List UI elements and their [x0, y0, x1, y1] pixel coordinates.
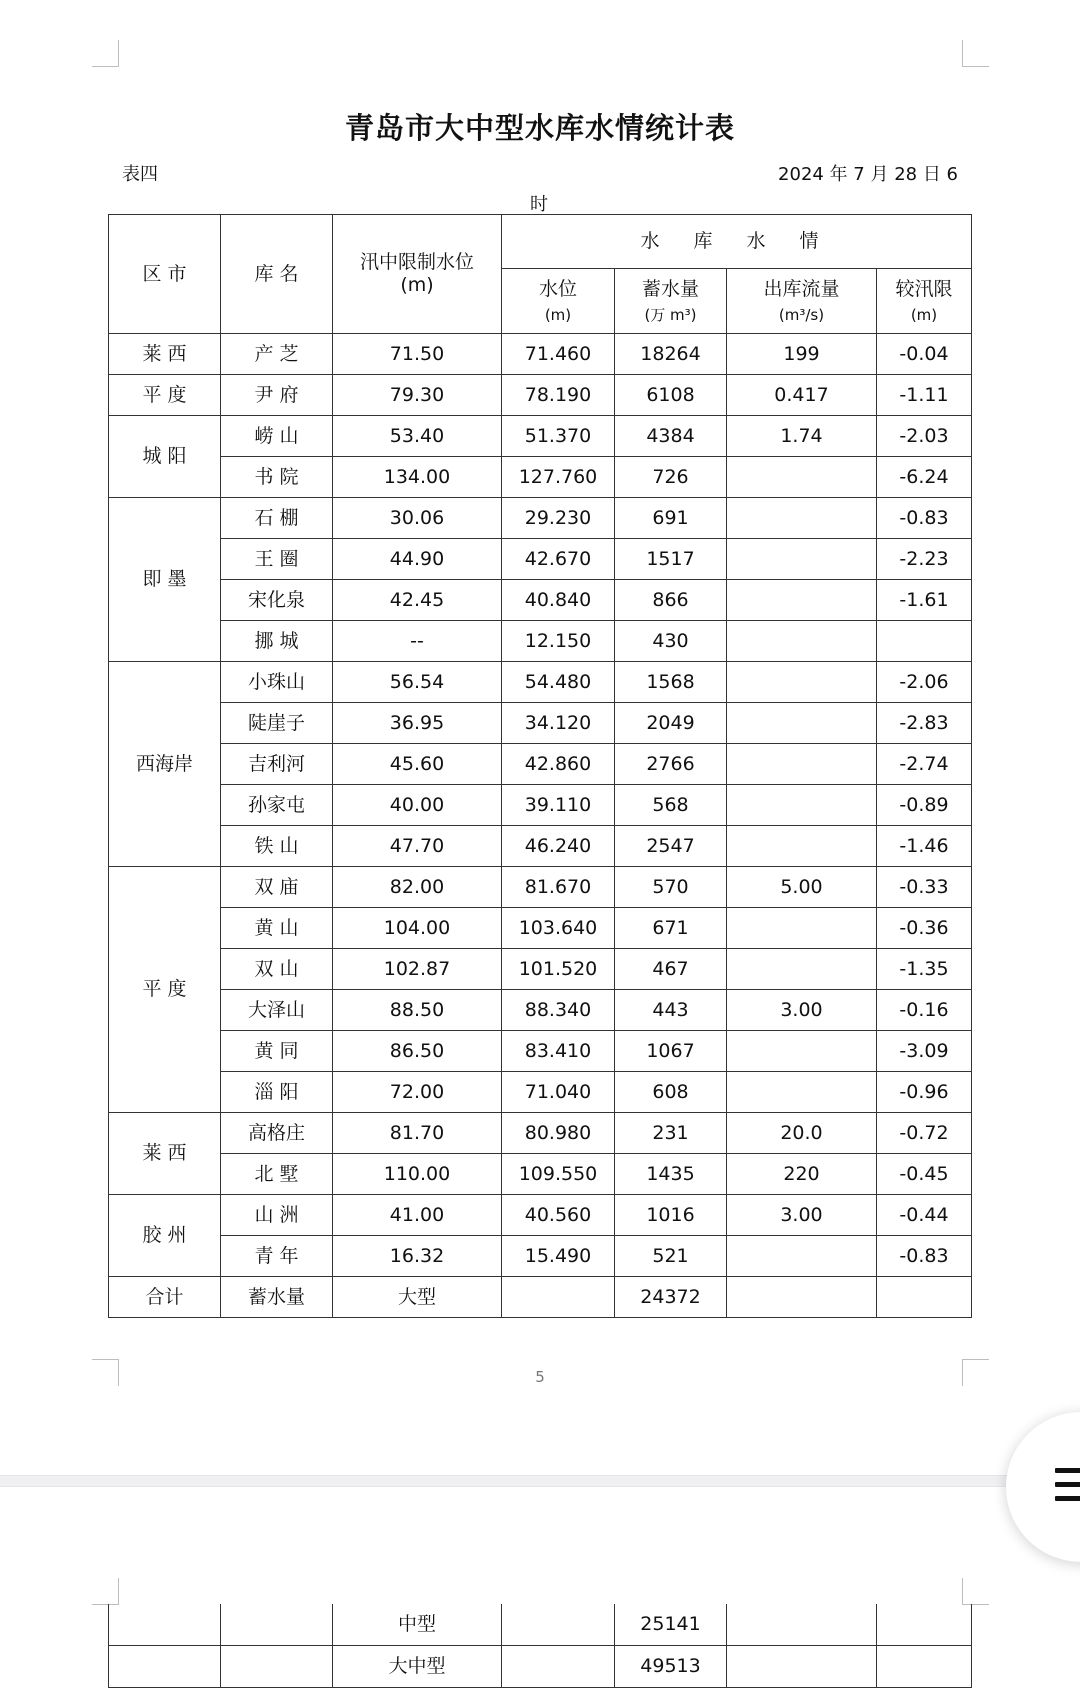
reservoir-name-cell: 石 棚 [221, 498, 333, 539]
flood-limit-cell: 82.00 [333, 867, 502, 908]
district-cell: 莱 西 [109, 334, 221, 375]
reservoir-name-cell: 北 墅 [221, 1154, 333, 1195]
vs-limit-cell: -0.83 [877, 498, 972, 539]
flood-limit-cell: 86.50 [333, 1031, 502, 1072]
district-cell: 城 阳 [109, 416, 221, 498]
total-type-cell: 中型 [333, 1604, 502, 1646]
vs-limit-cell: -1.46 [877, 826, 972, 867]
report-date-continued: 时 [530, 194, 548, 215]
outflow-cell: 20.0 [727, 1113, 877, 1154]
district-cell: 平 度 [109, 867, 221, 1113]
water-level-cell: 15.490 [502, 1236, 615, 1277]
water-level-cell: 42.860 [502, 744, 615, 785]
vs-limit-cell: -2.06 [877, 662, 972, 703]
table-row [109, 826, 972, 867]
reservoir-name-cell: 孙家屯 [221, 785, 333, 826]
flood-limit-cell: 72.00 [333, 1072, 502, 1113]
flood-limit-cell: 88.50 [333, 990, 502, 1031]
storage-cell: 1016 [615, 1195, 727, 1236]
vs-limit-cell: -1.61 [877, 580, 972, 621]
total-empty-cell [727, 1604, 877, 1646]
flood-limit-cell: 40.00 [333, 785, 502, 826]
header-outflow: 出库流量 (m³/s) [727, 269, 877, 334]
table-row [109, 908, 972, 949]
reservoir-name-cell: 双 庙 [221, 867, 333, 908]
water-level-cell: 83.410 [502, 1031, 615, 1072]
outflow-cell: 3.00 [727, 1195, 877, 1236]
table-row [109, 662, 972, 703]
reservoir-name-cell: 山 洲 [221, 1195, 333, 1236]
vs-limit-cell: -0.44 [877, 1195, 972, 1236]
reservoir-name-cell: 王 圈 [221, 539, 333, 580]
outflow-cell [727, 826, 877, 867]
outflow-cell [727, 1236, 877, 1277]
flood-limit-cell: 104.00 [333, 908, 502, 949]
header-reservoir: 库 名 [221, 215, 333, 334]
flood-limit-cell: 42.45 [333, 580, 502, 621]
storage-cell: 866 [615, 580, 727, 621]
outflow-cell [727, 949, 877, 990]
total-row [109, 1646, 972, 1688]
storage-cell: 4384 [615, 416, 727, 457]
table-row [109, 1195, 972, 1236]
total-empty-cell [502, 1277, 615, 1318]
page-number: 5 [535, 1368, 545, 1386]
crop-mark-top-left [92, 40, 119, 67]
water-level-cell: 101.520 [502, 949, 615, 990]
outflow-cell: 220 [727, 1154, 877, 1195]
outflow-cell [727, 1072, 877, 1113]
table-row [109, 539, 972, 580]
storage-cell: 2547 [615, 826, 727, 867]
vs-limit-cell: -2.74 [877, 744, 972, 785]
table-row [109, 1031, 972, 1072]
reservoir-table-continued [108, 1604, 972, 1688]
total-empty-cell [502, 1604, 615, 1646]
water-level-cell: 78.190 [502, 375, 615, 416]
outflow-cell [727, 908, 877, 949]
document-title: 青岛市大中型水库水情统计表 [344, 111, 735, 145]
crop-mark-top-right [962, 40, 989, 67]
table-label: 表四 [122, 164, 158, 185]
water-level-cell: 71.040 [502, 1072, 615, 1113]
water-level-cell: 51.370 [502, 416, 615, 457]
water-level-cell: 103.640 [502, 908, 615, 949]
total-row [109, 1277, 972, 1318]
outflow-cell: 0.417 [727, 375, 877, 416]
outflow-cell [727, 744, 877, 785]
vs-limit-cell: -0.45 [877, 1154, 972, 1195]
total-empty-cell [877, 1604, 972, 1646]
outflow-cell: 199 [727, 334, 877, 375]
storage-cell: 430 [615, 621, 727, 662]
reservoir-name-cell: 高格庄 [221, 1113, 333, 1154]
total-category-cell [221, 1646, 333, 1688]
total-storage-cell: 49513 [615, 1646, 727, 1688]
menu-icon[interactable] [1055, 1468, 1080, 1502]
storage-cell: 568 [615, 785, 727, 826]
reservoir-name-cell: 陡崖子 [221, 703, 333, 744]
flood-limit-cell: 36.95 [333, 703, 502, 744]
district-cell: 莱 西 [109, 1113, 221, 1195]
water-level-cell: 40.560 [502, 1195, 615, 1236]
total-label-cell [109, 1604, 221, 1646]
reservoir-name-cell: 宋化泉 [221, 580, 333, 621]
storage-cell: 467 [615, 949, 727, 990]
reservoir-name-cell: 尹 府 [221, 375, 333, 416]
table-row [109, 1154, 972, 1195]
vs-limit-cell: -2.23 [877, 539, 972, 580]
table-row [109, 744, 972, 785]
total-storage-cell: 24372 [615, 1277, 727, 1318]
report-date: 2024 年 7 月 28 日 6 [778, 164, 958, 185]
reservoir-name-cell: 青 年 [221, 1236, 333, 1277]
crop-mark-top-right [962, 1578, 989, 1605]
outflow-cell [727, 703, 877, 744]
water-level-cell: 42.670 [502, 539, 615, 580]
outflow-cell: 3.00 [727, 990, 877, 1031]
storage-cell: 1517 [615, 539, 727, 580]
reservoir-name-cell: 铁 山 [221, 826, 333, 867]
vs-limit-cell: -0.16 [877, 990, 972, 1031]
vs-limit-cell: -1.35 [877, 949, 972, 990]
reservoir-name-cell: 吉利河 [221, 744, 333, 785]
reservoir-name-cell: 挪 城 [221, 621, 333, 662]
water-level-cell: 81.670 [502, 867, 615, 908]
outflow-cell [727, 498, 877, 539]
water-level-cell: 12.150 [502, 621, 615, 662]
storage-cell: 521 [615, 1236, 727, 1277]
reservoir-name-cell: 黄 同 [221, 1031, 333, 1072]
total-empty-cell [502, 1646, 615, 1688]
storage-cell: 570 [615, 867, 727, 908]
total-label-cell [109, 1646, 221, 1688]
vs-limit-cell: -0.89 [877, 785, 972, 826]
flood-limit-cell: 102.87 [333, 949, 502, 990]
vs-limit-cell: -0.96 [877, 1072, 972, 1113]
vs-limit-cell: -2.03 [877, 416, 972, 457]
vs-limit-cell: -0.83 [877, 1236, 972, 1277]
storage-cell: 18264 [615, 334, 727, 375]
total-type-cell: 大中型 [333, 1646, 502, 1688]
storage-cell: 1067 [615, 1031, 727, 1072]
reservoir-name-cell: 淄 阳 [221, 1072, 333, 1113]
outflow-cell [727, 1031, 877, 1072]
outflow-cell [727, 621, 877, 662]
flood-limit-cell: 30.06 [333, 498, 502, 539]
outflow-cell: 1.74 [727, 416, 877, 457]
reservoir-table [108, 214, 972, 1318]
table-row [109, 1113, 972, 1154]
district-cell: 平 度 [109, 375, 221, 416]
table-row [109, 334, 972, 375]
outflow-cell [727, 580, 877, 621]
total-type-cell: 大型 [333, 1277, 502, 1318]
table-row [109, 785, 972, 826]
storage-cell: 691 [615, 498, 727, 539]
vs-limit-cell [877, 621, 972, 662]
water-level-cell: 127.760 [502, 457, 615, 498]
water-level-cell: 80.980 [502, 1113, 615, 1154]
reservoir-name-cell: 书 院 [221, 457, 333, 498]
storage-cell: 671 [615, 908, 727, 949]
flood-limit-cell: 44.90 [333, 539, 502, 580]
flood-limit-cell: 41.00 [333, 1195, 502, 1236]
water-level-cell: 39.110 [502, 785, 615, 826]
table-row [109, 621, 972, 662]
total-category-cell: 蓄水量 [221, 1277, 333, 1318]
flood-limit-cell: 45.60 [333, 744, 502, 785]
table-row [109, 498, 972, 539]
storage-cell: 231 [615, 1113, 727, 1154]
reservoir-name-cell: 黄 山 [221, 908, 333, 949]
page-separator [0, 1475, 1080, 1487]
storage-cell: 2049 [615, 703, 727, 744]
total-row [109, 1604, 972, 1646]
district-cell: 胶 州 [109, 1195, 221, 1277]
reservoir-name-cell: 大泽山 [221, 990, 333, 1031]
flood-limit-cell: 53.40 [333, 416, 502, 457]
vs-limit-cell: -0.36 [877, 908, 972, 949]
table-row [109, 580, 972, 621]
vs-limit-cell: -6.24 [877, 457, 972, 498]
district-cell: 西海岸 [109, 662, 221, 867]
header-district: 区 市 [109, 215, 221, 334]
storage-cell: 1568 [615, 662, 727, 703]
header-reservoir-status: 水 库 水 情 [502, 215, 972, 269]
flood-limit-cell: 47.70 [333, 826, 502, 867]
reservoir-name-cell: 小珠山 [221, 662, 333, 703]
water-level-cell: 34.120 [502, 703, 615, 744]
storage-cell: 6108 [615, 375, 727, 416]
water-level-cell: 109.550 [502, 1154, 615, 1195]
storage-cell: 608 [615, 1072, 727, 1113]
reservoir-name-cell: 产 芝 [221, 334, 333, 375]
outflow-cell [727, 457, 877, 498]
outflow-cell: 5.00 [727, 867, 877, 908]
water-level-cell: 40.840 [502, 580, 615, 621]
water-level-cell: 88.340 [502, 990, 615, 1031]
water-level-cell: 29.230 [502, 498, 615, 539]
total-empty-cell [877, 1646, 972, 1688]
total-empty-cell [727, 1277, 877, 1318]
storage-cell: 2766 [615, 744, 727, 785]
water-level-cell: 71.460 [502, 334, 615, 375]
district-cell: 即 墨 [109, 498, 221, 662]
storage-cell: 443 [615, 990, 727, 1031]
vs-limit-cell: -2.83 [877, 703, 972, 744]
table-row [109, 416, 972, 457]
reservoir-name-cell: 双 山 [221, 949, 333, 990]
flood-limit-cell: 71.50 [333, 334, 502, 375]
flood-limit-cell: -- [333, 621, 502, 662]
table-row [109, 457, 972, 498]
table-row [109, 1072, 972, 1113]
flood-limit-cell: 79.30 [333, 375, 502, 416]
total-label-cell: 合计 [109, 1277, 221, 1318]
table-row [109, 375, 972, 416]
total-empty-cell [727, 1646, 877, 1688]
vs-limit-cell: -0.33 [877, 867, 972, 908]
flood-limit-cell: 56.54 [333, 662, 502, 703]
vs-limit-cell: -0.04 [877, 334, 972, 375]
header-storage: 蓄水量 (万 m³) [615, 269, 727, 334]
outflow-cell [727, 539, 877, 580]
table-row [109, 949, 972, 990]
flood-limit-cell: 16.32 [333, 1236, 502, 1277]
water-level-cell: 46.240 [502, 826, 615, 867]
water-level-cell: 54.480 [502, 662, 615, 703]
vs-limit-cell: -0.72 [877, 1113, 972, 1154]
crop-mark-top-left [92, 1578, 119, 1605]
outflow-cell [727, 785, 877, 826]
header-flood-limit: 汛中限制水位 (m) [333, 215, 502, 334]
storage-cell: 726 [615, 457, 727, 498]
header-vs-limit: 较汛限 (m) [877, 269, 972, 334]
flood-limit-cell: 134.00 [333, 457, 502, 498]
vs-limit-cell: -1.11 [877, 375, 972, 416]
flood-limit-cell: 81.70 [333, 1113, 502, 1154]
total-storage-cell: 25141 [615, 1604, 727, 1646]
flood-limit-cell: 110.00 [333, 1154, 502, 1195]
header-water-level: 水位 (m) [502, 269, 615, 334]
table-row [109, 867, 972, 908]
total-category-cell [221, 1604, 333, 1646]
table-row [109, 990, 972, 1031]
outflow-cell [727, 662, 877, 703]
storage-cell: 1435 [615, 1154, 727, 1195]
vs-limit-cell: -3.09 [877, 1031, 972, 1072]
reservoir-name-cell: 崂 山 [221, 416, 333, 457]
total-empty-cell [877, 1277, 972, 1318]
table-row [109, 1236, 972, 1277]
table-row [109, 703, 972, 744]
